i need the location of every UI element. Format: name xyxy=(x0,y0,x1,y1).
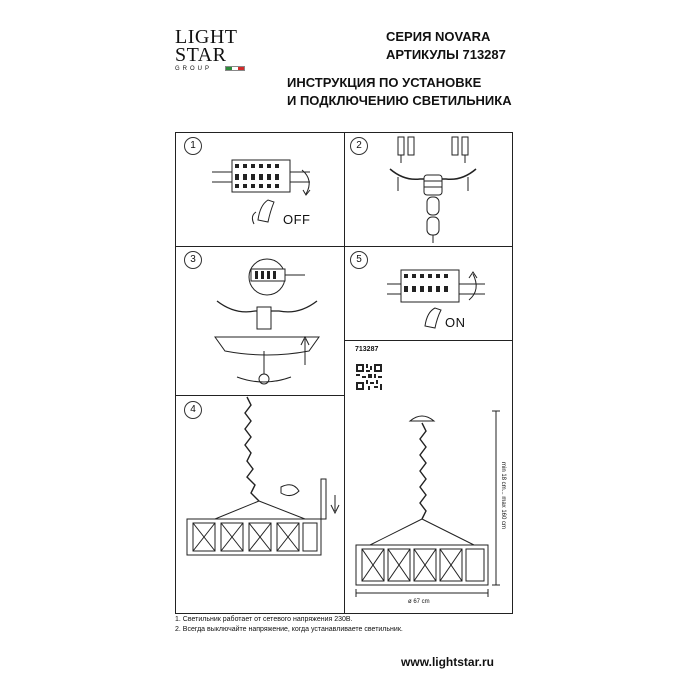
title-line1: ИНСТРУКЦИЯ ПО УСТАНОВКЕ xyxy=(287,75,482,90)
title-line2: И ПОДКЛЮЧЕНИЮ СВЕТИЛЬНИКА xyxy=(287,93,512,108)
panel-divider-vertical xyxy=(344,132,345,614)
note-1: 1. Светильник работает от сетевого напряжения 230В. xyxy=(175,616,353,623)
logo-line3: GROUP xyxy=(175,66,213,72)
logo-line2: STAR xyxy=(175,44,227,66)
series-name: СЕРИЯ NOVARA xyxy=(386,29,491,44)
panel-divider-step5 xyxy=(344,340,513,341)
mounting-bracket-diagram xyxy=(380,135,490,245)
step-number-3: 3 xyxy=(184,251,202,269)
step-number-4: 4 xyxy=(184,401,202,419)
panel-divider-row1 xyxy=(175,246,513,247)
qr-code-icon xyxy=(356,364,382,390)
off-label: OFF xyxy=(283,212,311,227)
logo-line1: LIGHT xyxy=(175,26,238,48)
step-number-1: 1 xyxy=(184,137,202,155)
footer xyxy=(0,655,690,669)
brand-logo xyxy=(175,28,245,72)
canopy-connection-diagram xyxy=(205,255,335,390)
note-2: 2. Всегда выключайте напряжение, когда устанавливаете светильник. xyxy=(175,626,403,633)
dimension-drawing xyxy=(350,405,505,610)
document-title xyxy=(287,74,512,110)
diameter-label: ø 67 cm xyxy=(408,599,430,605)
fixture-assembly-diagram xyxy=(185,395,340,575)
step-number-5: 5 xyxy=(350,251,368,269)
terminal-block-diagram-on xyxy=(385,260,495,335)
article-numbers: АРТИКУЛЫ 713287 xyxy=(386,47,506,62)
italy-flag-icon xyxy=(225,66,245,71)
website-link[interactable]: www.lightstar.ru xyxy=(401,655,494,669)
article-number: 713287 xyxy=(355,346,379,353)
height-dimension-label: min 18 cm... max 160 cm xyxy=(500,462,506,530)
step-number-2: 2 xyxy=(350,137,368,155)
safety-notes xyxy=(175,615,403,635)
on-label: ON xyxy=(445,315,466,330)
series-header xyxy=(386,28,506,64)
